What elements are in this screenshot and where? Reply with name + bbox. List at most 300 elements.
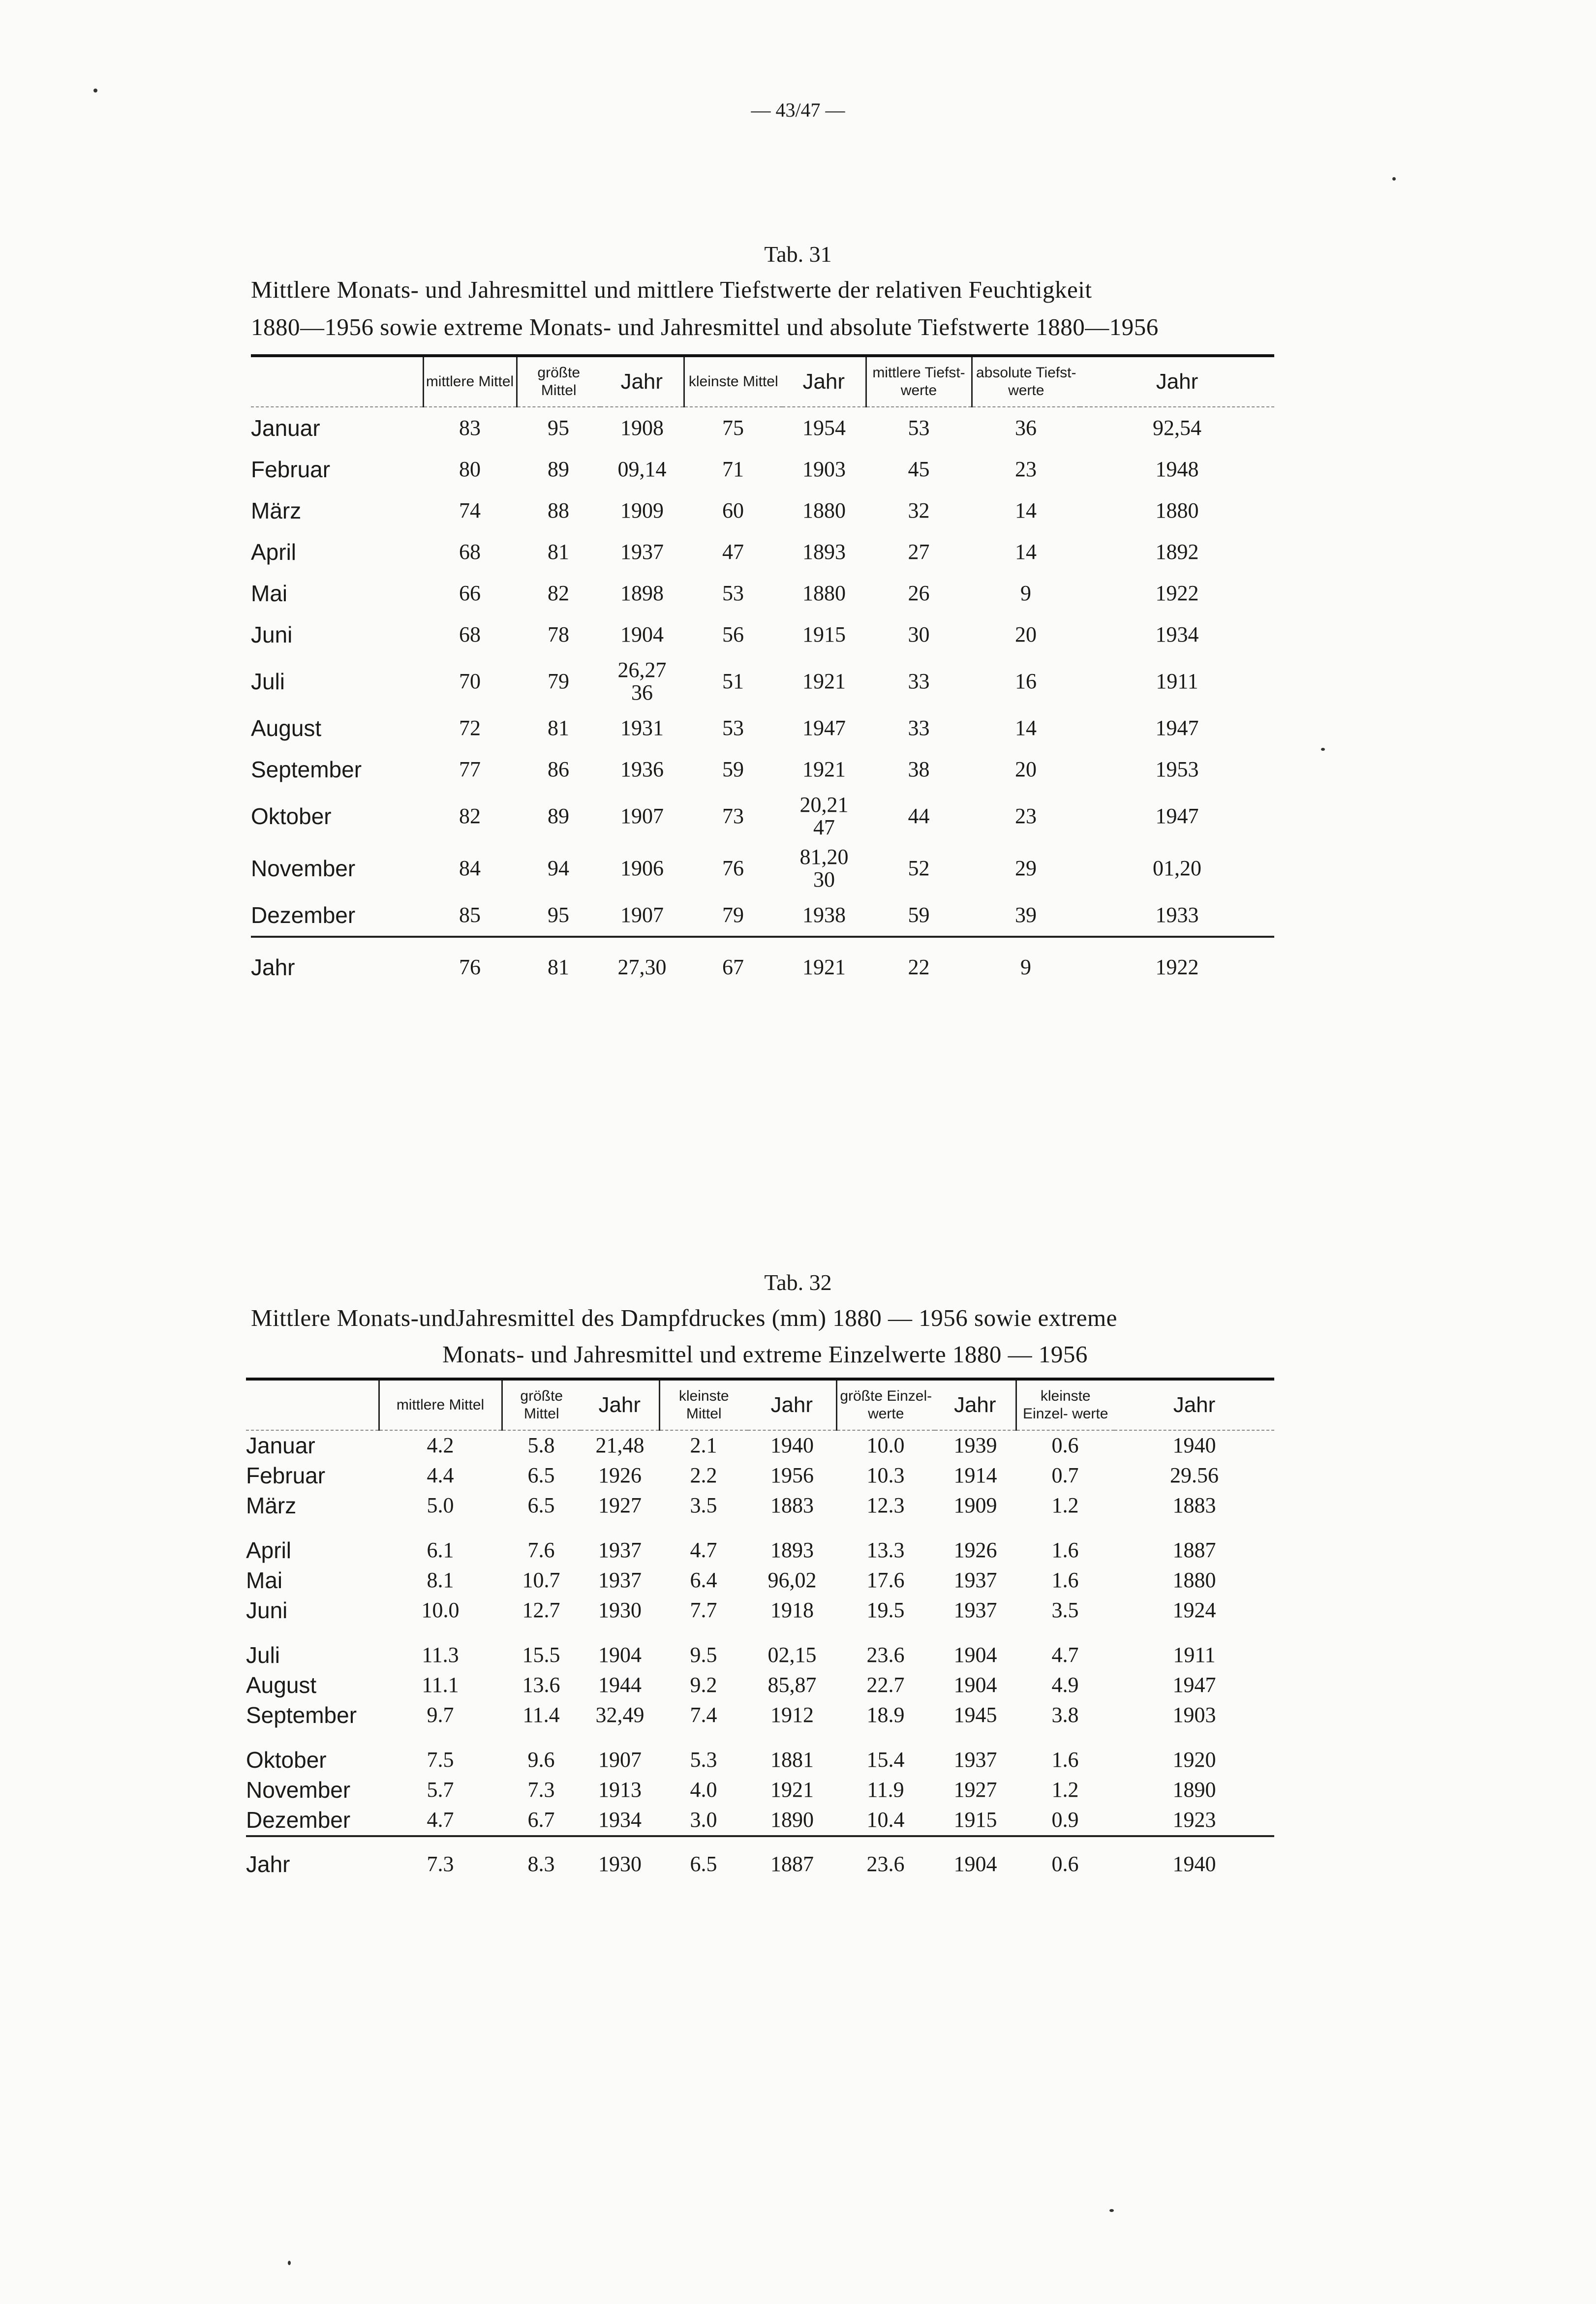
- table-cell: 1947: [1155, 803, 1199, 828]
- table-cell: 20: [1015, 757, 1037, 781]
- table-cell: 1937: [953, 1598, 997, 1623]
- table-cell: 1922: [1155, 581, 1199, 605]
- table-cell: 1.6: [1051, 1748, 1079, 1772]
- table-cell: 81,20 30: [799, 844, 849, 891]
- table-cell: 51: [722, 669, 744, 693]
- row-label: Dezember: [251, 902, 356, 928]
- table-cell: 1921: [802, 669, 846, 693]
- table-cell: 1933: [1155, 902, 1199, 927]
- row-label: November: [251, 855, 356, 881]
- table-cell: 2.2: [690, 1463, 717, 1488]
- table-cell: 1907: [620, 902, 664, 927]
- table-cell: 7.3: [527, 1778, 555, 1802]
- table-cell: 89: [548, 803, 569, 828]
- row-label: Juli: [251, 668, 285, 694]
- table-cell: 9.5: [690, 1643, 717, 1667]
- tab31-header-jahr2: Jahr: [802, 369, 845, 394]
- table-cell: 96,02: [767, 1568, 817, 1593]
- tab31-year-label: Jahr: [251, 954, 295, 980]
- table-cell: 1893: [802, 539, 846, 564]
- tab31-label: Tab. 31: [764, 242, 832, 267]
- table-cell: 1944: [598, 1673, 642, 1697]
- table-row: [251, 490, 1274, 531]
- table-cell: 12.3: [866, 1493, 905, 1518]
- table-cell: 6.5: [527, 1493, 555, 1518]
- table-cell: 95: [548, 902, 569, 927]
- table-cell: 4.9: [1051, 1673, 1079, 1697]
- table-cell: 94: [548, 856, 569, 880]
- table-cell: 1937: [620, 539, 664, 564]
- table-cell: 32,49: [595, 1703, 645, 1727]
- table-cell: 1930: [598, 1598, 642, 1623]
- table-cell: 82: [548, 581, 569, 605]
- table-cell: 86: [548, 757, 569, 781]
- table-cell: 84: [459, 856, 481, 880]
- table-cell: 1909: [620, 498, 664, 522]
- table-cell: 0.6: [1051, 1851, 1079, 1876]
- scan-speck: [1109, 2209, 1114, 2212]
- row-label: Juni: [246, 1597, 288, 1624]
- scan-speck: [1392, 177, 1396, 181]
- table-cell: 68: [459, 622, 481, 646]
- table-cell: 20,21 47: [799, 792, 849, 839]
- tab32-header-groesste-mittel: größte Mittel: [502, 1379, 581, 1430]
- table-cell: 22.7: [866, 1673, 905, 1697]
- table-cell: 8.3: [527, 1851, 555, 1876]
- table-cell: 80: [459, 457, 481, 481]
- table-cell: 39: [1015, 902, 1037, 927]
- table-cell: 10.7: [522, 1568, 560, 1593]
- table-cell: 38: [908, 757, 930, 781]
- table-cell: 81: [548, 715, 569, 740]
- table-cell: 10.3: [866, 1463, 905, 1488]
- table-cell: 6.1: [427, 1538, 454, 1563]
- table-cell: 1940: [1172, 1851, 1216, 1876]
- table-cell: 1890: [1172, 1778, 1216, 1802]
- tab31-caption-line2: 1880—1956 sowie extreme Monats- und Jahresmittel und absolute Tiefstwerte 1880—1956: [251, 313, 1159, 340]
- table-cell: 76: [722, 856, 744, 880]
- table-cell: 26: [908, 581, 930, 605]
- table-cell: 30: [908, 622, 930, 646]
- row-label: Mai: [246, 1567, 283, 1594]
- table-cell: 27,30: [617, 954, 667, 979]
- row-label: November: [246, 1777, 351, 1803]
- table-cell: 14: [1015, 715, 1037, 740]
- table-row: [251, 407, 1274, 449]
- table-cell: 79: [548, 669, 569, 693]
- table-cell: 1903: [802, 457, 846, 481]
- table-cell: 1954: [802, 415, 846, 440]
- row-label: Juni: [251, 621, 293, 647]
- table-cell: 2.1: [690, 1433, 717, 1458]
- table-cell: 95: [548, 415, 569, 440]
- table-cell: 4.4: [427, 1463, 454, 1488]
- table-cell: 5.7: [427, 1778, 454, 1802]
- table-cell: 71: [722, 457, 744, 481]
- table-cell: 7.6: [527, 1538, 555, 1563]
- table-cell: 72: [459, 715, 481, 740]
- table-cell: 70: [459, 669, 481, 693]
- table-cell: 85,87: [767, 1673, 817, 1697]
- table-cell: 4.7: [427, 1808, 454, 1832]
- table-cell: 1904: [953, 1673, 997, 1697]
- table-cell: 19.5: [866, 1598, 905, 1623]
- table-cell: 21,48: [595, 1433, 645, 1458]
- table-cell: 1937: [598, 1538, 642, 1563]
- table-cell: 1922: [1155, 954, 1199, 979]
- tab31-header-absolute-tiefstwerte: absolute Tiefst- werte: [972, 356, 1080, 407]
- row-label: September: [251, 756, 362, 782]
- tab32-header-jahr2: Jahr: [770, 1392, 813, 1417]
- row-label: Oktober: [251, 803, 332, 829]
- table-cell: 12.7: [522, 1598, 560, 1623]
- table-cell: 9.7: [427, 1703, 454, 1727]
- table-cell: 1926: [953, 1538, 997, 1563]
- table-cell: 92,54: [1153, 415, 1201, 440]
- table-cell: 1909: [953, 1493, 997, 1518]
- table-cell: 1937: [953, 1568, 997, 1593]
- table-cell: 1947: [1155, 715, 1199, 740]
- table-cell: 1936: [620, 757, 664, 781]
- table-cell: 1937: [598, 1568, 642, 1593]
- table-cell: 1880: [802, 498, 846, 522]
- tab32-header-row: [246, 1379, 1274, 1430]
- table-row: [246, 1670, 1274, 1700]
- table-row: [251, 894, 1274, 937]
- row-label: August: [246, 1672, 317, 1698]
- table-row: [251, 707, 1274, 749]
- table-row: [246, 1700, 1274, 1730]
- table-row: [246, 1491, 1274, 1521]
- table-cell: 1927: [953, 1778, 997, 1802]
- table-cell: 1930: [598, 1851, 642, 1876]
- row-label: Januar: [251, 415, 320, 441]
- table-cell: 6.4: [690, 1568, 717, 1593]
- table-cell: 11.1: [422, 1673, 459, 1697]
- row-label: Februar: [251, 456, 331, 482]
- table-cell: 52: [908, 856, 930, 880]
- table-cell: 09,14: [617, 457, 667, 481]
- table-cell: 5.3: [690, 1748, 717, 1772]
- table-cell: 1887: [770, 1851, 814, 1876]
- table-cell: 14: [1015, 498, 1037, 522]
- table-cell: 56: [722, 622, 744, 646]
- tab32-header-kleinste-mittel: kleinste Mittel: [659, 1379, 748, 1430]
- table-cell: 1924: [1172, 1598, 1216, 1623]
- table-cell: 1914: [953, 1463, 997, 1488]
- table-row: [251, 749, 1274, 790]
- page-number: — 43/47 —: [751, 99, 845, 121]
- table-cell: 11.3: [422, 1643, 459, 1667]
- tab31-header-row: [251, 356, 1274, 407]
- table-cell: 1898: [620, 581, 664, 605]
- table-cell: 10.0: [866, 1433, 905, 1458]
- table-cell: 1915: [802, 622, 846, 646]
- table-cell: 7.3: [427, 1851, 454, 1876]
- table-cell: 3.8: [1051, 1703, 1079, 1727]
- table-cell: 1912: [770, 1703, 814, 1727]
- tab32-header-jahr4: Jahr: [1173, 1392, 1216, 1417]
- table-cell: 1931: [620, 715, 664, 740]
- table-cell: 27: [908, 539, 930, 564]
- table-cell: 13.6: [522, 1673, 560, 1697]
- tab31-header-jahr1: Jahr: [620, 369, 663, 394]
- table-cell: 7.7: [690, 1598, 717, 1623]
- table-cell: 1940: [1172, 1433, 1216, 1458]
- row-label: Januar: [246, 1433, 315, 1459]
- table-cell: 20: [1015, 622, 1037, 646]
- row-label: März: [251, 497, 302, 523]
- table-cell: 3.5: [1051, 1598, 1079, 1623]
- tab32-header-groesste-einzelwerte: größte Einzel- werte: [836, 1379, 935, 1430]
- table-cell: 4.2: [427, 1433, 454, 1458]
- table-cell: 1890: [770, 1808, 814, 1832]
- table-cell: 1913: [598, 1778, 642, 1802]
- table-cell: 13.3: [866, 1538, 905, 1563]
- row-label: Mai: [251, 580, 288, 606]
- table-cell: 73: [722, 803, 744, 828]
- table-cell: 1921: [802, 954, 846, 979]
- tab31-table: [251, 354, 1274, 997]
- table-row: [246, 1626, 1274, 1670]
- table-cell: 1883: [770, 1493, 814, 1518]
- table-row: [251, 573, 1274, 614]
- table-cell: 1938: [802, 902, 846, 927]
- row-label: Juli: [246, 1642, 280, 1668]
- table-cell: 16: [1015, 669, 1037, 693]
- table-cell: 1907: [620, 803, 664, 828]
- table-cell: 76: [459, 954, 481, 979]
- table-cell: 6.5: [690, 1851, 717, 1876]
- table-cell: 0.7: [1051, 1463, 1079, 1488]
- table-cell: 15.4: [866, 1748, 905, 1772]
- tab31-caption-line1: Mittlere Monats- und Jahresmittel und mittlere Tiefstwerte der relativen Feuchtigkeit: [251, 276, 1092, 303]
- table-cell: 1923: [1172, 1808, 1216, 1832]
- table-cell: 23: [1015, 457, 1037, 481]
- table-cell: 14: [1015, 539, 1037, 564]
- table-row: [246, 1805, 1274, 1836]
- table-cell: 1948: [1155, 457, 1199, 481]
- table-cell: 1904: [598, 1643, 642, 1667]
- table-cell: 66: [459, 581, 481, 605]
- table-cell: 81: [548, 539, 569, 564]
- table-cell: 1904: [953, 1643, 997, 1667]
- table-cell: 9.6: [527, 1748, 555, 1772]
- table-cell: 77: [459, 757, 481, 781]
- table-cell: 23.6: [866, 1643, 905, 1667]
- table-cell: 83: [459, 415, 481, 440]
- tab32-caption-line2: Monats- und Jahresmittel und extreme Einzelwerte 1880 — 1956: [442, 1341, 1088, 1368]
- table-cell: 1953: [1155, 757, 1199, 781]
- table-cell: 59: [722, 757, 744, 781]
- table-cell: 36: [1015, 415, 1037, 440]
- scan-speck: [93, 89, 97, 92]
- table-cell: 3.0: [690, 1808, 717, 1832]
- table-cell: 47: [722, 539, 744, 564]
- table-cell: 53: [908, 415, 930, 440]
- tab31-header-groesste-mittel: größte Mittel: [517, 356, 600, 407]
- table-cell: 1.6: [1051, 1538, 1079, 1563]
- table-cell: 1893: [770, 1538, 814, 1563]
- table-cell: 1880: [1155, 498, 1199, 522]
- tab32-header-jahr3: Jahr: [953, 1392, 996, 1417]
- table-cell: 0.9: [1051, 1808, 1079, 1832]
- table-row: [251, 449, 1274, 490]
- table-cell: 9: [1020, 954, 1031, 979]
- table-cell: 23: [1015, 803, 1037, 828]
- row-label: Februar: [246, 1463, 326, 1489]
- row-label: Dezember: [246, 1807, 351, 1833]
- row-label: April: [246, 1537, 292, 1564]
- table-cell: 0.6: [1051, 1433, 1079, 1458]
- table-cell: 9.2: [690, 1673, 717, 1697]
- table-cell: 1947: [1172, 1673, 1216, 1697]
- table-row: [251, 842, 1274, 894]
- table-cell: 1906: [620, 856, 664, 880]
- tab32-year-label: Jahr: [246, 1851, 290, 1877]
- table-row: [246, 1566, 1274, 1596]
- tab32-header-empty: [246, 1379, 379, 1430]
- table-cell: 7.4: [690, 1703, 717, 1727]
- tab31-header-mittlere-tiefstwerte: mittlere Tiefst- werte: [866, 356, 972, 407]
- table-cell: 1927: [598, 1493, 642, 1518]
- table-cell: 53: [722, 581, 744, 605]
- table-cell: 9: [1020, 581, 1031, 605]
- scan-speck: [288, 2261, 291, 2265]
- table-cell: 5.0: [427, 1493, 454, 1518]
- table-cell: 1.6: [1051, 1568, 1079, 1593]
- table-cell: 7.5: [427, 1748, 454, 1772]
- table-row: [246, 1521, 1274, 1566]
- table-cell: 1883: [1172, 1493, 1216, 1518]
- table-cell: 1934: [1155, 622, 1199, 646]
- tab31-header-jahr3: Jahr: [1156, 369, 1198, 394]
- table-cell: 1881: [770, 1748, 814, 1772]
- row-label: August: [251, 715, 322, 741]
- table-cell: 1947: [802, 715, 846, 740]
- table-cell: 1915: [953, 1808, 997, 1832]
- table-row: [246, 1596, 1274, 1626]
- table-cell: 26,27 36: [617, 657, 667, 705]
- table-cell: 11.4: [522, 1703, 560, 1727]
- table-cell: 33: [908, 669, 930, 693]
- table-cell: 60: [722, 498, 744, 522]
- table-cell: 8.1: [427, 1568, 454, 1593]
- table-cell: 1908: [620, 415, 664, 440]
- row-label: April: [251, 539, 297, 565]
- tab31-header-kleinste-mittel: kleinste Mittel: [684, 356, 782, 407]
- tab32-label: Tab. 32: [764, 1270, 832, 1295]
- tab32-year-row: [246, 1836, 1274, 1891]
- table-row: [246, 1461, 1274, 1491]
- table-cell: 32: [908, 498, 930, 522]
- table-cell: 6.5: [527, 1463, 555, 1488]
- table-cell: 6.7: [527, 1808, 555, 1832]
- table-cell: 1939: [953, 1433, 997, 1458]
- table-cell: 45: [908, 457, 930, 481]
- table-cell: 4.7: [690, 1538, 717, 1563]
- table-cell: 29.56: [1170, 1463, 1219, 1488]
- table-row: [251, 790, 1274, 842]
- table-cell: 4.0: [690, 1778, 717, 1802]
- table-cell: 1940: [770, 1433, 814, 1458]
- table-cell: 68: [459, 539, 481, 564]
- table-cell: 53: [722, 715, 744, 740]
- table-cell: 85: [459, 902, 481, 927]
- table-cell: 1911: [1156, 669, 1198, 693]
- table-cell: 81: [548, 954, 569, 979]
- table-cell: 18.9: [866, 1703, 905, 1727]
- table-row: [246, 1430, 1274, 1461]
- table-cell: 1892: [1155, 539, 1199, 564]
- tab32-table: [246, 1378, 1274, 1891]
- table-cell: 1956: [770, 1463, 814, 1488]
- table-row: [251, 655, 1274, 707]
- table-cell: 44: [908, 803, 930, 828]
- table-cell: 1945: [953, 1703, 997, 1727]
- scan-speck: [1321, 748, 1325, 751]
- table-cell: 10.0: [421, 1598, 460, 1623]
- tab31-header-empty: [251, 356, 423, 407]
- table-cell: 1.2: [1051, 1778, 1079, 1802]
- table-cell: 1926: [598, 1463, 642, 1488]
- row-label: September: [246, 1702, 357, 1728]
- tab31-year-row: [251, 937, 1274, 997]
- table-cell: 1921: [770, 1778, 814, 1802]
- table-cell: 10.4: [866, 1808, 905, 1832]
- table-row: [246, 1775, 1274, 1805]
- table-cell: 67: [722, 954, 744, 979]
- table-cell: 33: [908, 715, 930, 740]
- table-cell: 74: [459, 498, 481, 522]
- table-cell: 29: [1015, 856, 1037, 880]
- table-cell: 88: [548, 498, 569, 522]
- table-cell: 79: [722, 902, 744, 927]
- tab32-header-mittlere-mittel: mittlere Mittel: [379, 1379, 502, 1430]
- table-cell: 1937: [953, 1748, 997, 1772]
- tab32-header-kleinste-einzelwerte: kleinste Einzel- werte: [1016, 1379, 1114, 1430]
- table-row: [251, 614, 1274, 655]
- table-cell: 75: [722, 415, 744, 440]
- table-cell: 78: [548, 622, 569, 646]
- table-cell: 1.2: [1051, 1493, 1079, 1518]
- table-cell: 1918: [770, 1598, 814, 1623]
- tab32-caption-line1: Mittlere Monats-undJahresmittel des Dampfdruckes (mm) 1880 — 1956 sowie extreme: [251, 1304, 1117, 1331]
- table-cell: 11.9: [867, 1778, 904, 1802]
- table-row: [251, 531, 1274, 573]
- table-cell: 1911: [1173, 1643, 1216, 1667]
- table-cell: 15.5: [522, 1643, 560, 1667]
- table-cell: 01,20: [1153, 856, 1201, 880]
- tab31-header-mittlere-mittel: mittlere Mittel: [423, 356, 517, 407]
- table-row: [246, 1730, 1274, 1775]
- table-cell: 82: [459, 803, 481, 828]
- table-cell: 3.5: [690, 1493, 717, 1518]
- table-cell: 22: [908, 954, 930, 979]
- row-label: Oktober: [246, 1747, 327, 1773]
- table-cell: 89: [548, 457, 569, 481]
- table-cell: 1887: [1172, 1538, 1216, 1563]
- tab32-header-jahr1: Jahr: [598, 1392, 641, 1417]
- table-cell: 1907: [598, 1748, 642, 1772]
- table-cell: 23.6: [866, 1851, 905, 1876]
- table-cell: 1921: [802, 757, 846, 781]
- table-cell: 02,15: [767, 1643, 817, 1667]
- table-cell: 4.7: [1051, 1643, 1079, 1667]
- table-cell: 1880: [1172, 1568, 1216, 1593]
- table-cell: 17.6: [866, 1568, 905, 1593]
- table-cell: 5.8: [527, 1433, 555, 1458]
